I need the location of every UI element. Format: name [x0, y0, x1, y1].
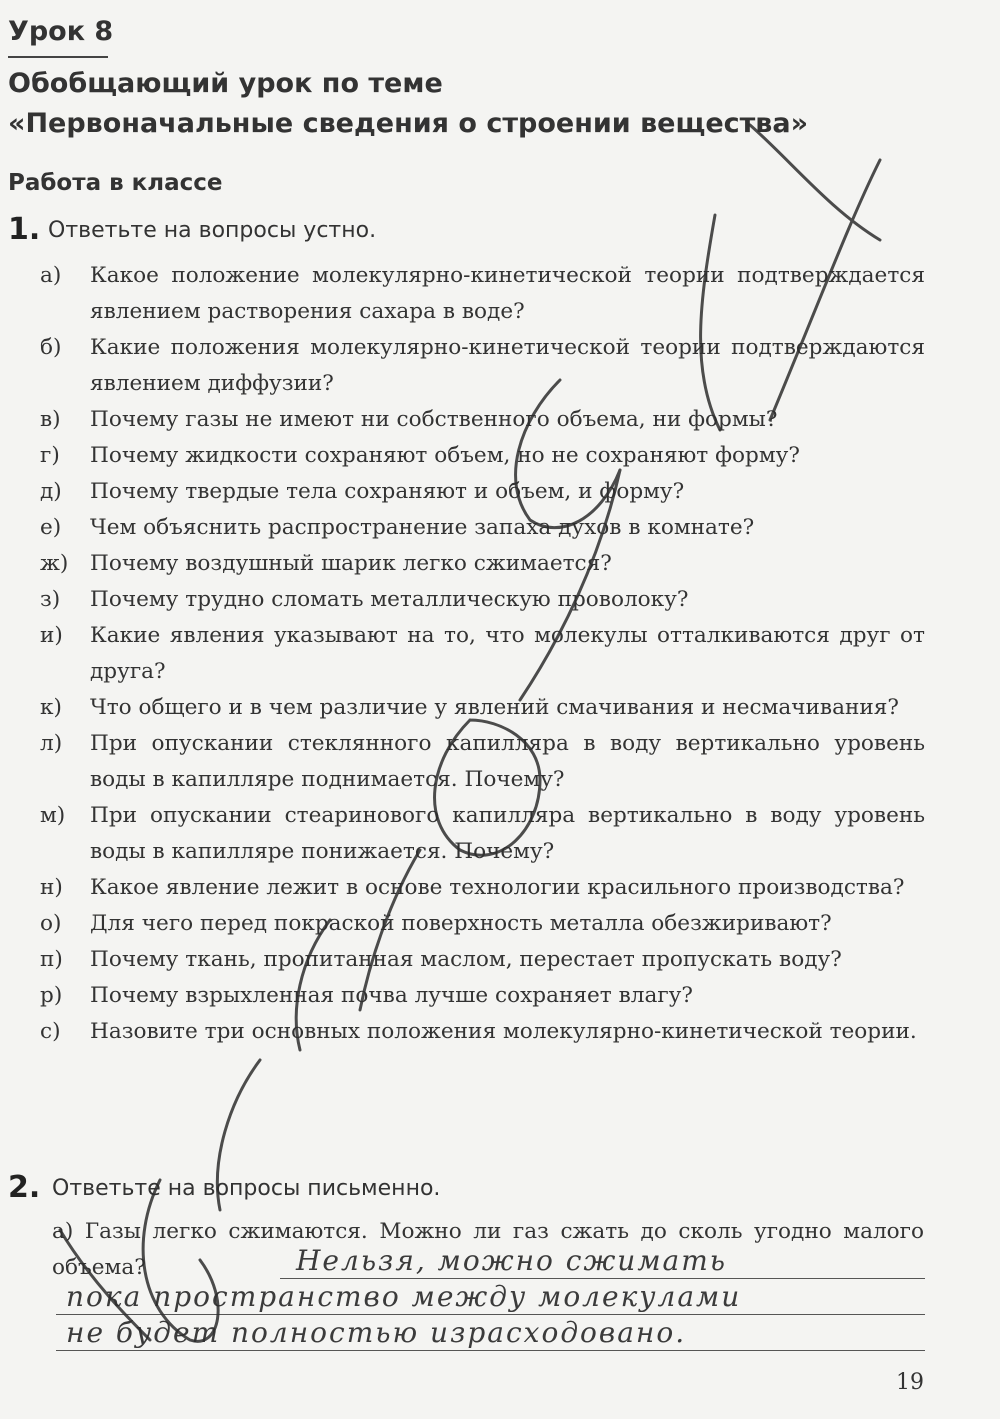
question-text: Чем объяснить распространение запаха духов в комнате? — [90, 515, 755, 540]
question-letter: ж) — [40, 551, 69, 576]
handwritten-answer-2: пока пространство между молекулами — [66, 1280, 742, 1313]
question-item — [40, 474, 925, 510]
question-letter: к) — [40, 695, 62, 720]
question-text: Почему трудно сломать металлическую проволоку? — [90, 587, 689, 612]
question-text: При опускании стеклянного капилляра в воду вертикально уровень воды в капилляре поднимается. Почему? — [90, 731, 925, 792]
question-letter: л) — [40, 731, 63, 756]
handwritten-answer-1: Нельзя, можно сжимать — [296, 1244, 728, 1277]
question-item — [40, 798, 925, 870]
question-text: При опускании стеаринового капилляра вертикально в воду уровень воды в капилляре понижается. Почему? — [90, 803, 925, 864]
question-item — [40, 330, 925, 402]
question-letter: в) — [40, 407, 61, 432]
question-item — [40, 690, 925, 726]
question-letter: е) — [40, 515, 62, 540]
question-item — [40, 546, 925, 582]
question-letter: з) — [40, 587, 61, 612]
answer-line-3[interactable] — [56, 1350, 925, 1351]
question-item — [40, 402, 925, 438]
question-item — [40, 258, 925, 330]
section-heading: Работа в классе — [8, 170, 223, 196]
question-list — [40, 258, 925, 1050]
question-item — [40, 870, 925, 906]
question-text: Почему воздушный шарик легко сжимается? — [90, 551, 612, 576]
question-item — [40, 582, 925, 618]
question-text: Какое явление лежит в основе технологии красильного производства? — [90, 875, 905, 900]
page-title — [8, 64, 808, 144]
task1-number: 1. — [8, 212, 41, 247]
question-letter: о) — [40, 911, 62, 936]
question-text: Назовите три основных положения молекулярно-кинетической теории. — [90, 1019, 917, 1044]
question-item — [40, 438, 925, 474]
task1-heading: Ответьте на вопросы устно. — [48, 218, 377, 243]
lesson-underline — [8, 56, 108, 58]
question-item — [40, 978, 925, 1014]
lesson-label: Урок 8 — [8, 16, 114, 47]
question-letter: г) — [40, 443, 60, 468]
title-line-1: Обобщающий урок по теме — [8, 68, 443, 99]
question-letter: и) — [40, 623, 63, 648]
question-item — [40, 618, 925, 690]
answer-line-2[interactable] — [56, 1314, 925, 1315]
question-item — [40, 726, 925, 798]
task2-question-a: а) Газы легко сжимаются. Можно ли газ сжать до сколь угодно малого объема? — [52, 1219, 924, 1280]
question-text: Для чего перед покраской поверхность металла обезжиривают? — [90, 911, 832, 936]
question-letter: д) — [40, 479, 62, 504]
answer-line-1[interactable] — [280, 1278, 925, 1279]
task2-heading: Ответьте на вопросы письменно. — [52, 1176, 441, 1201]
question-text: Почему газы не имеют ни собственного объема, ни формы? — [90, 407, 778, 432]
question-text: Почему взрыхленная почва лучше сохраняет влагу? — [90, 983, 693, 1008]
question-text: Какие явления указывают на то, что молекулы отталкиваются друг от друга? — [90, 623, 925, 684]
question-letter: п) — [40, 947, 63, 972]
question-item — [40, 942, 925, 978]
task2-number: 2. — [8, 1170, 41, 1205]
question-letter: а) — [40, 263, 62, 288]
question-text: Какое положение молекулярно-кинетической теории подтверждается явлением растворения сахара в воде? — [90, 263, 925, 324]
question-text: Почему твердые тела сохраняют и объем, и форму? — [90, 479, 685, 504]
question-item — [40, 1014, 925, 1050]
question-text: Почему жидкости сохраняют объем, но не сохраняют форму? — [90, 443, 800, 468]
question-letter: м) — [40, 803, 66, 828]
question-text: Какие положения молекулярно-кинетической теории подтверждаются явлением диффузии? — [90, 335, 925, 396]
question-letter: с) — [40, 1019, 61, 1044]
question-text: Что общего и в чем различие у явлений смачивания и несмачивания? — [90, 695, 899, 720]
question-letter: р) — [40, 983, 63, 1008]
title-line-2: «Первоначальные сведения о строении вещества» — [8, 108, 809, 139]
page-number: 19 — [896, 1370, 924, 1395]
question-letter: н) — [40, 875, 63, 900]
handwritten-answer-3: не будет полностью израсходовано. — [66, 1316, 687, 1349]
question-letter: б) — [40, 335, 62, 360]
question-item — [40, 510, 925, 546]
question-text: Почему ткань, пропитанная маслом, перестает пропускать воду? — [90, 947, 842, 972]
question-item — [40, 906, 925, 942]
